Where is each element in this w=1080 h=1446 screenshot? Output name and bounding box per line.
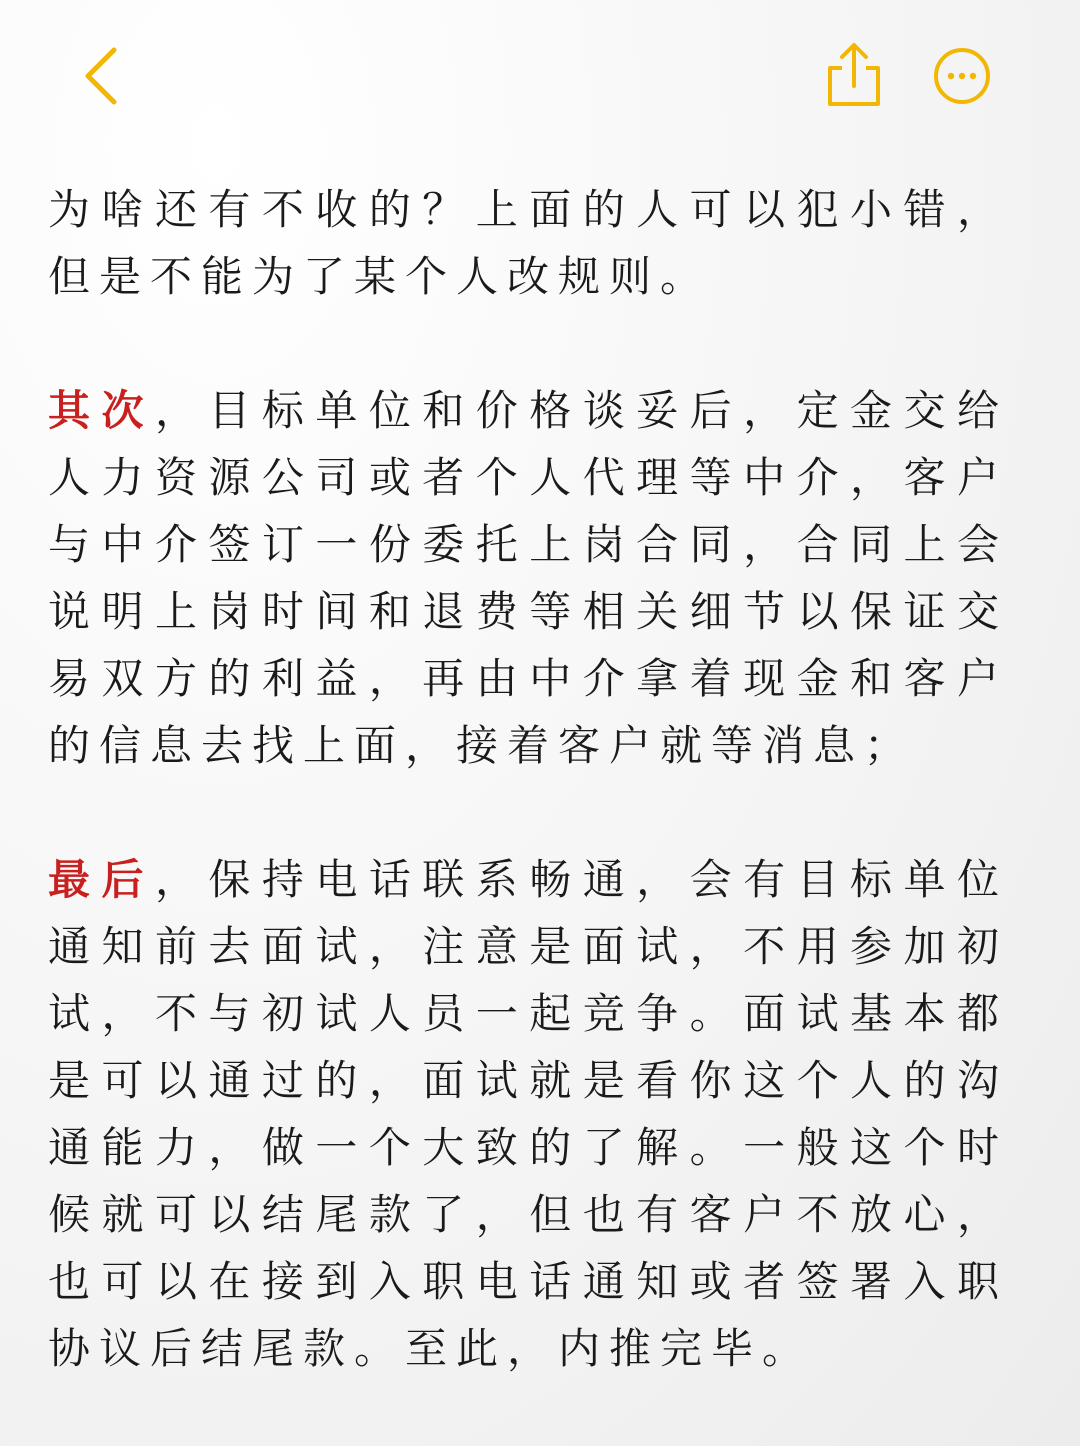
paragraph-2-highlight: 其次 <box>48 386 155 435</box>
paragraph-3-text: ，保持电话联系畅通，会有目标单位通知前去面试，注意是面试，不用参加初试，不与初试人员一起竞争。面试基本都是可以通过的，面试就是看你这个人的沟通能力，做一个大致的了解。一般这个时候就可以结尾款了，但也有客户不放心，也可以在接到入职电话通知或者签署入职协议后结尾款。至此，内推完毕。 <box>48 855 1008 1373</box>
back-button[interactable] <box>74 40 134 110</box>
paragraph-1-text: 为啥还有不收的？上面的人可以犯小错，但是不能为了某个人改规则。 <box>48 185 1008 301</box>
more-options-button[interactable] <box>932 46 992 106</box>
paragraph-3-highlight: 最后 <box>48 855 155 904</box>
share-button[interactable] <box>822 40 886 110</box>
paragraph-3 <box>48 846 1008 1382</box>
paragraph-2 <box>48 377 1008 779</box>
top-toolbar <box>0 0 1080 150</box>
chevron-left-icon <box>74 40 134 110</box>
more-options-icon <box>932 46 992 106</box>
paragraph-2-text: ，目标单位和价格谈妥后，定金交给人力资源公司或者个人代理等中介，客户与中介签订一份委托上岗合同，合同上会说明上岗时间和退费等相关细节以保证交易双方的利益，再由中介拿着现金和客户的信息去找上面，接着客户就等消息； <box>48 386 1008 770</box>
paragraph-1 <box>48 176 1008 310</box>
share-icon <box>822 40 886 110</box>
note-body <box>48 176 1008 1382</box>
